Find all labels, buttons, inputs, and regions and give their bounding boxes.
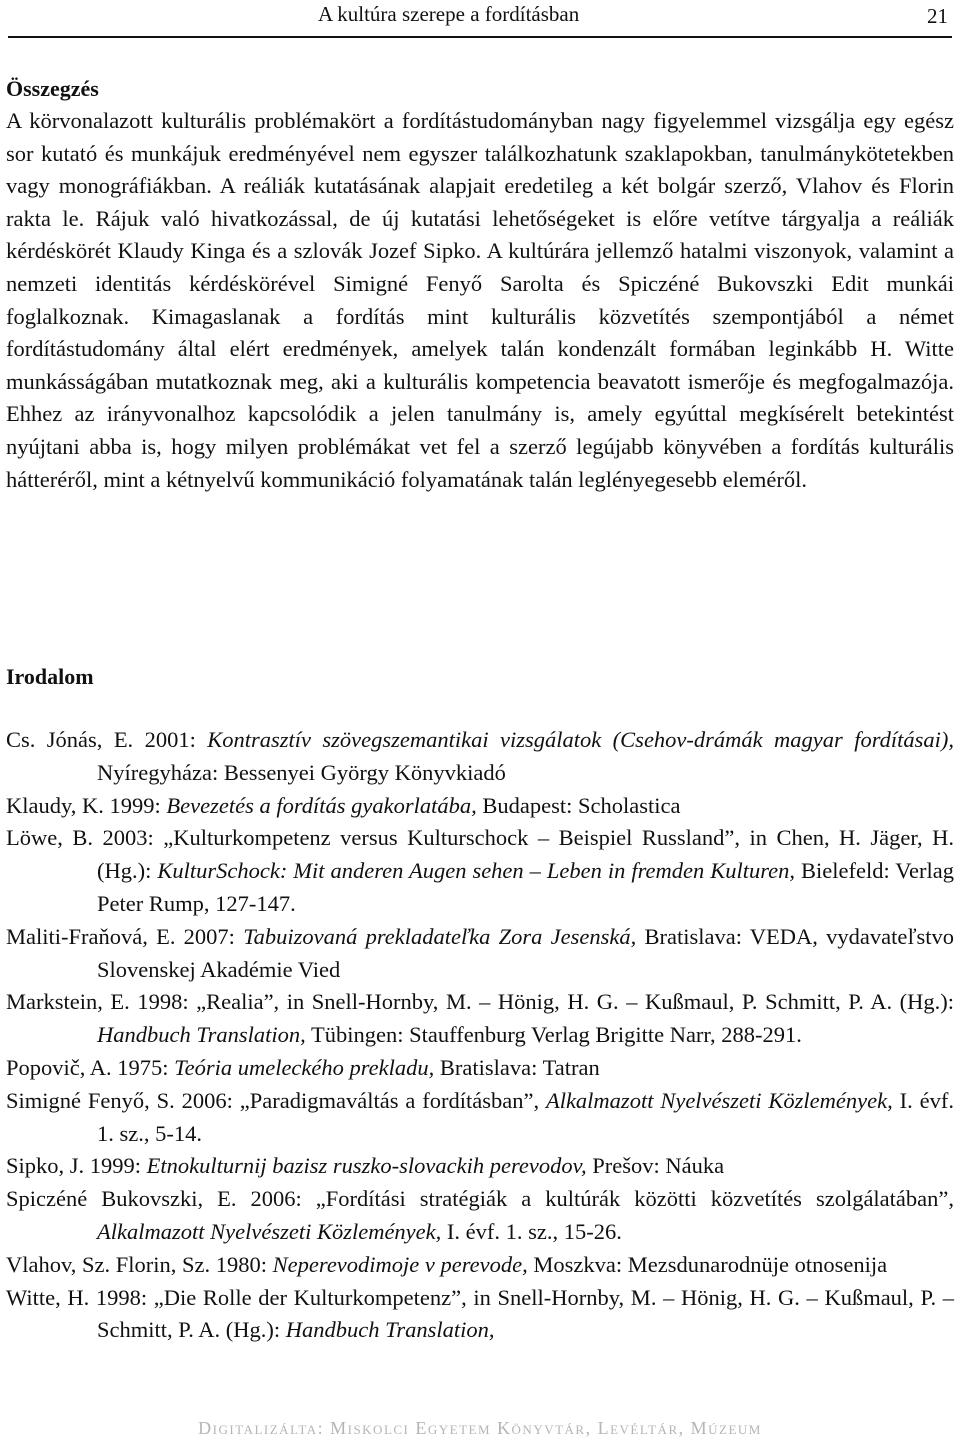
reference-author-year: Witte, H. 1998: „Die Rolle der Kulturkompetenz”, in Snell-Hornby, M. – Hönig, H. G. – Kußmaul, P. – Schmitt, P. A. (Hg.):: [6, 1284, 954, 1343]
summary-paragraph: A körvonalazott kulturális problémakört a fordítástudományban nagy figyelemmel vizsgálja egy egész sor kutató és munkájuk eredményével nem egyszer találkozhatunk szaklapokban, tanulmánykötetekben vagy monográfiákban. A reáliák kutatásának alapjait eredetileg a két bolgár szerző, Vlahov és Florin rakta le. Rájuk való hivatkozással, de új kutatási lehetőségeket is előre vetítve tárgyalja a reáliák kérdéskörét Klaudy Kinga és a szlovák Jozef Sipko. A kultúrára jellemző hatalmi viszonyok, valamint a nemzeti identitás kérdéskörével Simigné Fenyő Sarolta és Spiczéné Bukovszki Edit munkái foglalkoznak. Kimagaslanak a fordítás mint kulturális közvetítés szempontjából a német fordítástudomány által elért eredmények, amelyek talán kondenzált formában leginkább H. Witte munkásságában mutatkoznak meg, aki a kulturális kompetencia beavatott ismerője és megfogalmazója. Ehhez az irányvonalhoz kapcsolódik a jelen tanulmány is, amely egyúttal megkísérelt betekintést nyújtani abba is, hogy milyen problémákat vet fel a szerző legújabb könyvében a fordítás kulturális hátteréről, mint a kétnyelvű kommunikáció folyamatának talán leglényegesebb eleméről.: [6, 108, 954, 492]
reference-title: Etnokulturnij bazisz ruszko-slovackih perevodov,: [146, 1153, 587, 1179]
reference-publisher: Budapest: Scholastica: [476, 792, 681, 818]
reference-title: Neperevodimoje v perevode,: [272, 1251, 528, 1277]
reference-title: Bevezetés a fordítás gyakorlatába,: [166, 792, 477, 818]
reference-title: Kontrasztív szövegszemantikai vizsgálatok (Csehov-drámák magyar fordításai),: [207, 727, 954, 752]
reference-publisher: Bratislava: Tatran: [434, 1054, 600, 1080]
page-number: 21: [927, 4, 948, 28]
reference-item: [6, 790, 954, 823]
reference-item: [6, 921, 954, 987]
reference-author-year: Löwe, B. 2003: „Kulturkompetenz versus Kulturschock – Beispiel Russland”, in Chen, H. Jäger, H. (Hg.):: [6, 825, 954, 884]
header-rule: [8, 36, 952, 38]
reference-publisher: Moszkva: Mezsdunarodnüje otnosenija: [527, 1251, 888, 1277]
reference-list: [6, 724, 954, 1347]
reference-publisher: Bielefeld: Verlag Peter Rump, 127-147.: [97, 858, 954, 916]
reference-title: Handbuch Translation,: [97, 1022, 306, 1048]
reference-author-year: Klaudy, K. 1999:: [6, 792, 167, 818]
reference-author-year: Vlahov, Sz. Florin, Sz. 1980:: [6, 1251, 273, 1277]
reference-author-year: Sipko, J. 1999:: [6, 1153, 147, 1179]
reference-item: [6, 1150, 954, 1183]
reference-publisher: I. évf. 1. sz., 15-26.: [441, 1218, 622, 1244]
reference-item: [6, 986, 954, 1052]
reference-publisher: Nyíregyháza: Bessenyei György Könyvkiadó: [97, 759, 506, 785]
reference-title: Alkalmazott Nyelvészeti Közlemények,: [545, 1087, 893, 1113]
reference-item: [6, 1085, 954, 1151]
reference-publisher: Bratislava: VEDA, vydavateľstvo Slovenskej Akadémie Vied: [97, 923, 954, 982]
reference-publisher: Prešov: Náuka: [586, 1153, 725, 1179]
references-heading: Irodalom: [6, 664, 94, 689]
reference-item: [6, 1183, 954, 1249]
digitization-watermark: Digitalizálta: Miskolci Egyetem Könyvtár, Levéltár, Múzeum: [198, 1418, 762, 1438]
reference-item: [6, 822, 954, 920]
running-header: [8, 0, 948, 28]
reference-title: KulturSchock: Mit anderen Augen sehen – Leben in fremden Kulturen,: [157, 858, 795, 884]
summary-heading: Összegzés: [6, 76, 99, 101]
reference-author-year: Simigné Fenyő, S. 2006: „Paradigmaváltás a fordításban”,: [6, 1087, 546, 1113]
reference-item: [6, 724, 954, 790]
reference-title: Alkalmazott Nyelvészeti Közlemények,: [97, 1218, 442, 1244]
reference-author-year: Popovič, A. 1975:: [6, 1054, 175, 1080]
reference-item: [6, 1249, 954, 1282]
reference-author-year: Cs. Jónás, E. 2001:: [6, 727, 208, 752]
reference-author-year: Maliti-Fraňová, E. 2007:: [6, 923, 244, 949]
reference-item: [6, 1052, 954, 1085]
reference-author-year: Spiczéné Bukovszki, E. 2006: „Fordítási stratégiák a kultúrák közötti közvetítés szolgálatában”,: [6, 1186, 954, 1212]
reference-publisher: Tübingen: Stauffenburg Verlag Brigitte Narr, 288-291.: [305, 1022, 802, 1048]
reference-publisher: I. évf. 1. sz., 5-14.: [97, 1087, 954, 1146]
reference-title: Tabuizovaná prekladateľka Zora Jesenská,: [243, 923, 637, 949]
reference-author-year: Markstein, E. 1998: „Realia”, in Snell-Hornby, M. – Hönig, H. G. – Kußmaul, P. Schmitt, P. A. (Hg.):: [6, 989, 954, 1015]
reference-title: Teória umeleckého prekladu,: [174, 1054, 435, 1080]
running-title: A kultúra szerepe a fordításban: [318, 2, 580, 26]
reference-title: Handbuch Translation,: [285, 1317, 495, 1343]
reference-item: [6, 1282, 954, 1348]
